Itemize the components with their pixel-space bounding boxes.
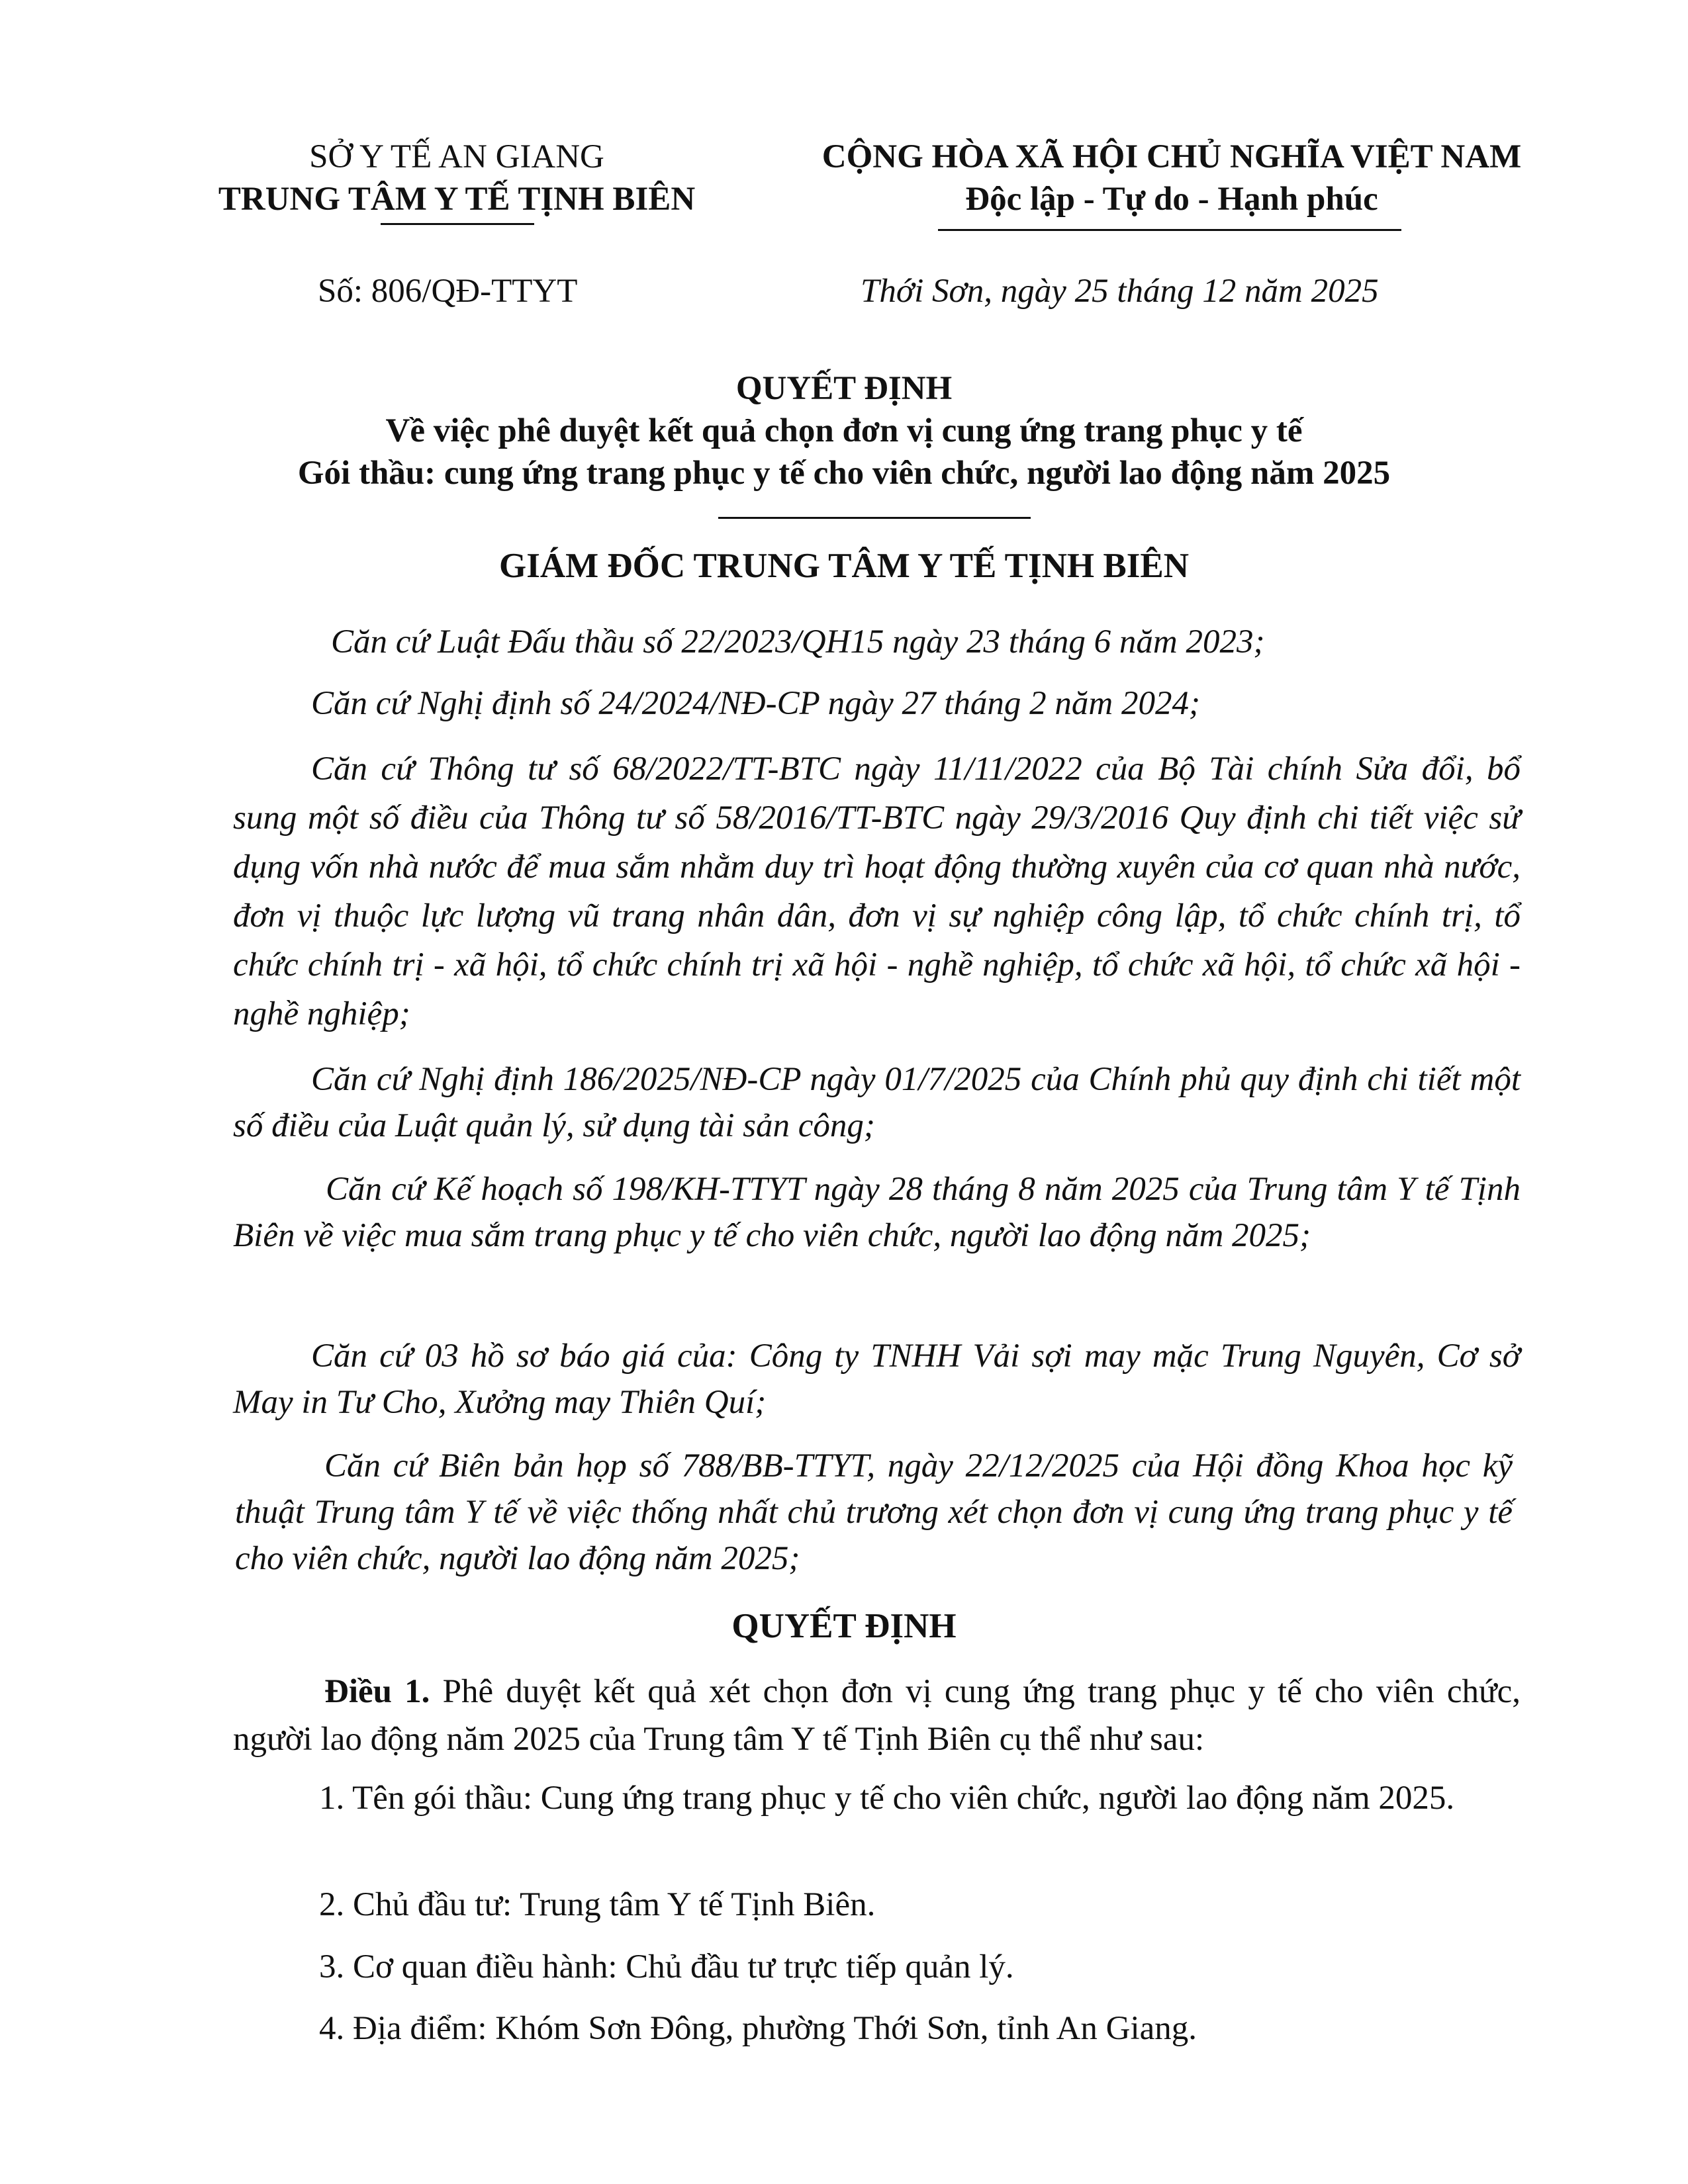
document-number: Số: 806/QĐ-TTYT (318, 273, 578, 310)
motto: Độc lập - Tự do - Hạnh phúc (965, 181, 1378, 218)
title-underline (718, 517, 1031, 519)
agency-underline (381, 223, 534, 225)
article-1 (233, 1668, 1521, 1763)
national-motto (774, 136, 1569, 220)
country-name: CỘNG HÒA XÃ HỘI CHỦ NGHĨA VIỆT NAM (821, 138, 1522, 175)
title-subject-line1: Về việc phê duyệt kết quả chọn đơn vị cung ứng trang phục y tế (385, 412, 1303, 449)
item-3: 3. Cơ quan điều hành: Chủ đầu tư trực tiếp quản lý. (319, 1948, 1014, 1985)
article-1-text: Phê duyệt kết quả xét chọn đơn vị cung ứng trang phục y tế cho viên chức, người lao động năm 2025 của Trung tâm Y tế Tịnh Biên cụ thể như sau: (233, 1673, 1521, 1758)
parent-agency: SỞ Y TẾ AN GIANG (309, 138, 604, 175)
agency-name: TRUNG TÂM Y TẾ TỊNH BIÊN (218, 181, 696, 218)
basis-3: Căn cứ Thông tư số 68/2022/TT-BTC ngày 11/11/2022 của Bộ Tài chính Sửa đổi, bổ sung một số điều của Thông tư số 58/2016/TT-BTC ngày 29/3/2016 Quy định chi tiết việc sử dụng vốn nhà nước để mua sắm nhằm duy trì hoạt động thường xuyên của cơ quan nhà nước, đơn vị thuộc lực lượng vũ trang nhân dân, đơn vị sự nghiệp công lập, tổ chức chính trị, tổ chức chính trị - xã hội, tổ chức chính trị xã hội - nghề nghiệp, tổ chức xã hội, tổ chức xã hội - nghề nghiệp; (233, 751, 1521, 1032)
article-1-label: Điều 1. (324, 1673, 430, 1710)
issuing-agency (179, 136, 735, 220)
basis-6: Căn cứ 03 hồ sơ báo giá của: Công ty TNHH Vải sợi may mặc Trung Nguyên, Cơ sở May in Tư Cho, Xưởng may Thiên Quí; (233, 1338, 1521, 1421)
title-subject-line2: Gói thầu: cung ứng trang phục y tế cho viên chức, người lao động năm 2025 (297, 455, 1391, 492)
basis-4: Căn cứ Nghị định 186/2025/NĐ-CP ngày 01/7/2025 của Chính phủ quy định chi tiết một số điều của Luật quản lý, sử dụng tài sản công; (233, 1061, 1521, 1144)
basis-1: Căn cứ Luật Đấu thầu số 22/2023/QH15 ngày 23 tháng 6 năm 2023; (331, 623, 1265, 660)
motto-underline (938, 229, 1401, 231)
place-date: Thới Sơn, ngày 25 tháng 12 năm 2025 (861, 273, 1379, 310)
item-1: 1. Tên gói thầu: Cung ứng trang phục y tế cho viên chức, người lao động năm 2025. (319, 1780, 1455, 1817)
title-heading: QUYẾT ĐỊNH (735, 370, 953, 407)
authority-heading: GIÁM ĐỐC TRUNG TÂM Y TẾ TỊNH BIÊN (498, 547, 1189, 585)
basis-2: Căn cứ Nghị định số 24/2024/NĐ-CP ngày 27 tháng 2 năm 2024; (311, 685, 1200, 722)
basis-7: Căn cứ Biên bản họp số 788/BB-TTYT, ngày 22/12/2025 của Hội đồng Khoa học kỹ thuật Trung tâm Y tế về việc thống nhất chủ trương xét chọn đơn vị cung ứng trang phục y tế cho viên chức, người lao động năm 2025; (235, 1447, 1513, 1577)
decision-heading: QUYẾT ĐỊNH (731, 1607, 957, 1645)
basis-5: Căn cứ Kế hoạch số 198/KH-TTYT ngày 28 tháng 8 năm 2025 của Trung tâm Y tế Tịnh Biên về việc mua sắm trang phục y tế cho viên chức, người lao động năm 2025; (233, 1171, 1521, 1254)
decision-title (132, 367, 1556, 494)
item-4: 4. Địa điểm: Khóm Sơn Đông, phường Thới Sơn, tỉnh An Giang. (319, 2010, 1197, 2047)
item-2: 2. Chủ đầu tư: Trung tâm Y tế Tịnh Biên. (319, 1886, 876, 1923)
